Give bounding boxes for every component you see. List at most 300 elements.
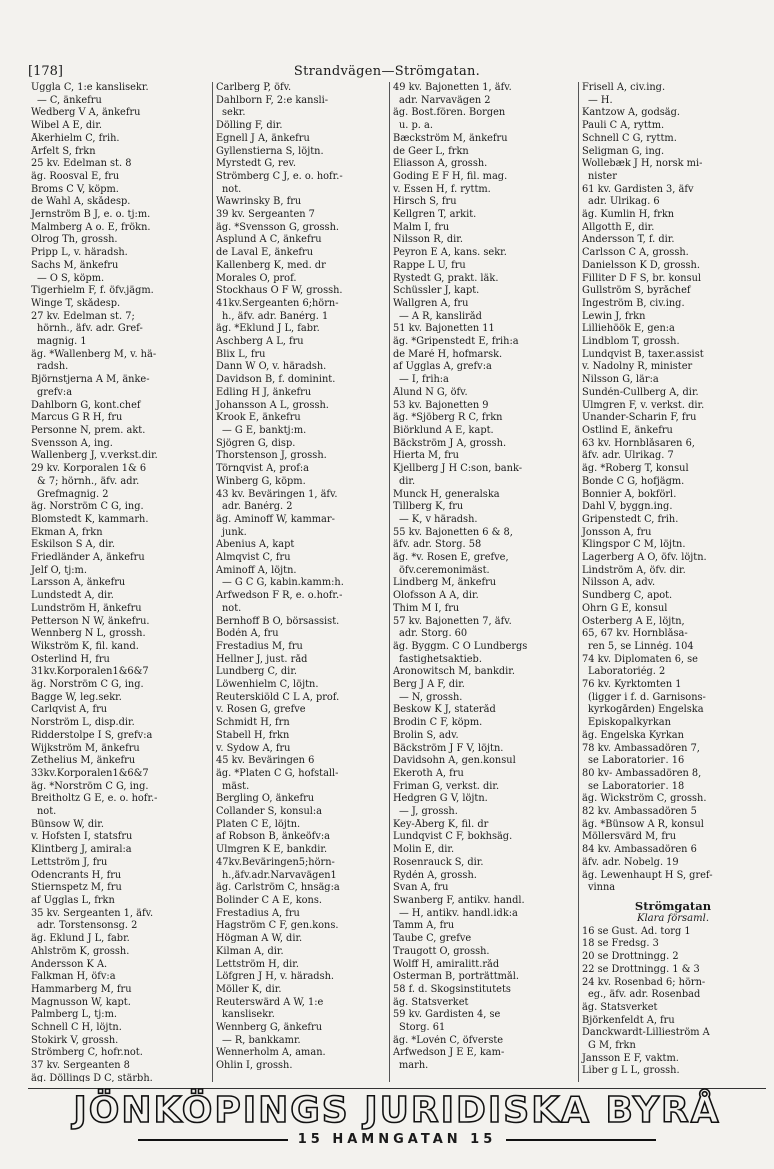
directory-entry: äg. Statsverket xyxy=(582,1001,658,1013)
directory-entry: äg. *Eklund J L, fabr. xyxy=(216,323,320,335)
directory-entry: äg. Wickström C, grossh. xyxy=(582,793,707,805)
directory-entry: Peyron E A, kans. sekr. xyxy=(393,247,507,259)
directory-entry: Rosenrauck S, dir. xyxy=(393,856,484,868)
directory-entry: Wollebæk J H, norsk mi- xyxy=(582,158,703,170)
directory-entry: 33kv.Korporalen1&6&7 xyxy=(31,767,149,779)
directory-entry: Carlqvist A, fru xyxy=(31,704,108,716)
directory-entry: äg. Aminoff W, kammar- xyxy=(216,513,335,525)
directory-entry: 49 kv. Bajonetten 1, äfv. xyxy=(393,82,512,93)
directory-entry: kyrkogården) Engelska xyxy=(588,704,704,716)
directory-entry: Stabell H, frkn xyxy=(216,729,290,741)
directory-entry: Lundstedt A, dir. xyxy=(31,590,114,602)
directory-entry: Brolin S, adv. xyxy=(393,729,459,741)
directory-entry: Gyllenstierna S, löjtn. xyxy=(216,145,324,157)
directory-entry: Taube C, grefve xyxy=(393,933,472,945)
directory-entry: Rappe L U, fru xyxy=(393,259,466,271)
directory-entry: Ridderstolpe I S, grefv:a xyxy=(31,729,153,741)
directory-entry: Sundén-Cullberg A, dir. xyxy=(582,386,699,398)
directory-entry: Molin E, dir. xyxy=(393,844,455,856)
directory-entry: de Geer L, frkn xyxy=(393,145,469,157)
directory-entry: Möllersvärd M, fru xyxy=(582,831,677,843)
directory-entry: Lilliehöök E, gen:a xyxy=(582,323,675,335)
directory-entry: vinna xyxy=(588,882,616,894)
column-3 xyxy=(389,82,578,1082)
directory-entry: Bodén A, fru xyxy=(216,628,279,640)
directory-entry: äg. Bost.fören. Borgen xyxy=(393,107,506,119)
directory-entry: nister xyxy=(588,170,617,182)
directory-entry: 35 kv. Sergeanten 1, äfv. xyxy=(31,907,154,919)
directory-entry: 59 kv. Gardisten 4, se xyxy=(393,1009,501,1021)
divider xyxy=(28,1088,766,1089)
directory-entry: Tillberg K, fru xyxy=(393,501,464,513)
directory-entry: Brodin C F, köpm. xyxy=(393,717,483,729)
directory-entry: Danckwardt-Lillieström A xyxy=(582,1027,710,1039)
directory-entry: Östlind E, änkefru xyxy=(582,424,673,436)
directory-entry: Hammarberg M, fru xyxy=(31,983,132,995)
directory-entry: Schnell C H, löjtn. xyxy=(31,1022,122,1034)
directory-entry: Larsson A, änkefru xyxy=(31,577,126,589)
directory-entry: Ekman A, frkn xyxy=(31,526,103,538)
directory-entry: Jernström B J, e. o. tj:m. xyxy=(31,209,151,221)
directory-entry: radsh. xyxy=(37,361,69,373)
directory-entry: Unander-Scharin F, fru xyxy=(582,412,697,424)
advertisement-address-row xyxy=(28,1132,766,1148)
directory-entry: Bäckström J A, grossh. xyxy=(393,437,507,449)
directory-entry: sekr. xyxy=(222,107,246,119)
directory-entry: Kallenberg K, med. dr xyxy=(216,259,326,271)
directory-entry: 37 kv. Sergeanten 8 xyxy=(31,1060,130,1072)
directory-entry: de Maré H, hofmarsk. xyxy=(393,348,503,360)
directory-entry: Wawrinsky B, fru xyxy=(216,196,302,208)
directory-entry: Wennerholm A, aman. xyxy=(216,1047,326,1059)
directory-entry: Möller K, dir. xyxy=(216,983,282,995)
directory-entry: Klintberg J, amiral:a xyxy=(31,844,132,856)
directory-entry: Jansson E F, vaktm. xyxy=(582,1052,679,1064)
directory-entry: Rydén A, grossh. xyxy=(393,869,477,881)
directory-entry: v. Nadolny R, minister xyxy=(582,361,693,373)
directory-entry: Lundström H, änkefru xyxy=(31,602,142,614)
directory-entry: Davidson B, f. dominint. xyxy=(216,374,336,386)
directory-entry: Frestadius M, fru xyxy=(216,640,303,652)
directory-entry: Svan A, fru xyxy=(393,882,449,894)
directory-entry: Frestadius A, fru xyxy=(216,907,300,919)
column-2 xyxy=(212,82,389,1082)
directory-entry: Goding E F H, fil. mag. xyxy=(393,170,508,182)
directory-entry: Berg J A F, dir. xyxy=(393,679,465,691)
directory-entry: — I, frih:a xyxy=(399,374,449,386)
directory-entry: Reuterswärd A W, 1:e xyxy=(216,996,324,1008)
directory-entry: Ålund N G, öfv. xyxy=(393,386,468,398)
directory-entry: Hellner J, just. råd xyxy=(216,653,308,665)
directory-entry: Bagge W, leg.sekr. xyxy=(31,691,122,703)
directory-entry: 47kv.Beväringen5;hörn- xyxy=(216,856,335,868)
directory-entry: Wibel A E, dir. xyxy=(31,120,103,132)
directory-entry: 29 kv. Korporalen 1& 6 xyxy=(31,463,147,475)
directory-entry: adr. Torstensonsg. 2 xyxy=(37,920,138,932)
directory-entry: af Robson B, änkeöfv:a xyxy=(216,831,330,843)
directory-entry: Österman B, porträttmål. xyxy=(393,971,520,983)
directory-entry: Stokirk V, grossh. xyxy=(31,1034,119,1046)
directory-entry: Bæckström M, änkefru xyxy=(393,132,508,144)
directory-entry: 53 kv. Bajonetten 9 xyxy=(393,399,489,411)
directory-entry: de Wahl A, skådesp. xyxy=(31,196,131,208)
directory-entry: Gripenstedt C, frih. xyxy=(582,513,679,525)
directory-entry: v. Hofsten I, statsfru xyxy=(31,831,133,843)
directory-entry: Wennberg G, änkefru xyxy=(216,1022,323,1034)
directory-entry: Malmberg A o. E, frökn. xyxy=(31,221,151,233)
directory-entry: äg. Byggm. C O Lundbergs xyxy=(393,640,528,652)
directory-entry: Carlberg P, öfv. xyxy=(216,82,292,93)
directory-entry: Thim M I, fru xyxy=(393,602,460,614)
directory-entry: ren 5, se Linnég. 104 xyxy=(588,640,694,652)
directory-entry: Arfwedson F R, e. o.hofr.- xyxy=(216,590,343,602)
directory-entry: Ahlström K, grossh. xyxy=(31,945,130,957)
directory-entry: Lundqvist B, taxer.assist xyxy=(582,348,704,360)
directory-entry: äg. Döllings D C, stärbh. xyxy=(31,1072,153,1082)
advertisement-address: 15 HAMNGATAN 15 xyxy=(297,1132,497,1147)
directory-entry: Ingeström B, civ.ing. xyxy=(582,297,685,309)
directory-entry: äg. Lewenhaupt H S, gref- xyxy=(582,869,713,881)
directory-entry: äg. *Lovén C, öfverste xyxy=(393,1034,504,1046)
directory-entry: Laboratoriég. 2 xyxy=(588,666,666,678)
directory-entry: Lewin J, frkn xyxy=(582,310,646,322)
directory-entry: Lindström A, öfv. dir. xyxy=(582,564,686,576)
directory-entry: Eskilson S A, dir. xyxy=(31,539,115,551)
directory-entry: Aronowitsch M, bankdir. xyxy=(393,666,516,678)
directory-entry: Strömberg C, hofr.not. xyxy=(31,1047,143,1059)
directory-entry: Tamm A, fru xyxy=(393,920,455,932)
directory-entry: Olofsson A A, dir. xyxy=(393,590,479,602)
directory-entry: — G E, banktj:m. xyxy=(222,424,307,436)
directory-entry: Bergling O, änkefru xyxy=(216,793,315,805)
directory-entry: Storg. 61 xyxy=(399,1022,446,1034)
directory-entry: Österlind H, fru xyxy=(31,653,110,665)
directory-entry: Danielsson K D, grossh. xyxy=(582,259,700,271)
directory-entry: Öhrn G E, konsul xyxy=(582,602,668,614)
directory-entry: 63 kv. Hornblåsaren 6, xyxy=(582,437,695,449)
directory-entry: Dahl V, byggn.ing. xyxy=(582,501,673,513)
directory-entry: äg. *Svensson G, grossh. xyxy=(216,221,340,233)
directory-entry: Bernhoff B O, börsassist. xyxy=(216,615,340,627)
directory-entry: Thorstenson J, grossh. xyxy=(216,450,327,462)
directory-entry: Johansson A L, grossh. xyxy=(216,399,329,411)
directory-entry: Stiernspetz M, fru xyxy=(31,882,122,894)
directory-entry: Wallgren A, fru xyxy=(393,297,469,309)
directory-entry: Norström L, disp.dir. xyxy=(31,717,135,729)
directory-entry: Bonde C G, hofjägm. xyxy=(582,475,685,487)
directory-entry: se Laboratoriег. 18 xyxy=(588,780,685,792)
directory-entry: Bünsow W, dir. xyxy=(31,818,104,830)
directory-entry: Breitholtz G E, e. o. hofr.- xyxy=(31,793,158,805)
advertisement-name: JÖNKÖPINGS JURIDISKA BYRÅ xyxy=(73,1090,721,1131)
directory-entry: Traugott O, grossh. xyxy=(393,945,490,957)
directory-entry: Blix L, fru xyxy=(216,348,266,360)
directory-entry: Lagerberg A O, öfv. löjtn. xyxy=(582,552,707,564)
directory-entry: Kjellberg J H C:son, bank- xyxy=(393,463,523,475)
directory-entry: Bäckström J F V, löjtn. xyxy=(393,742,504,754)
directory-entry: 51 kv. Bajonetten 11 xyxy=(393,323,495,335)
directory-entry: Rystedt G, prakt. läk. xyxy=(393,272,499,284)
directory-entry: Petterson N W, änkefru. xyxy=(31,615,150,627)
directory-entry: äg. Engelska Kyrkan xyxy=(582,729,684,741)
directory-entry: Almqvist C, fru xyxy=(216,552,291,564)
directory-entry: Olrog Th, grossh. xyxy=(31,234,118,246)
directory-entry: äg. *Gripenstedt E, frih:a xyxy=(393,336,519,348)
directory-entry: öfv.ceremonimäst. xyxy=(399,564,490,576)
directory-entry: — O S, köpm. xyxy=(37,272,105,284)
directory-entry: Törnqvist A, prof:a xyxy=(216,463,309,475)
directory-entry: Personne N, prem. akt. xyxy=(31,424,146,436)
directory-entry: Grefmagnig. 2 xyxy=(37,488,109,500)
directory-entry: Hirsch S, fru xyxy=(393,196,457,208)
directory-entry: äg. *Sjöberg R C, frkn xyxy=(393,412,503,424)
directory-entry: Sjögren G, disp. xyxy=(216,437,296,449)
directory-entry: — R, bankkamr. xyxy=(222,1034,301,1046)
directory-entry: Frisell A, civ.ing. xyxy=(582,82,666,93)
directory-entry: adr. Ulrikag. 6 xyxy=(588,196,660,208)
directory-entry: Tigerhielm F, f. öfv.jägm. xyxy=(31,285,154,297)
directory-entry: Winge T, skådesp. xyxy=(31,297,121,309)
directory-entry: Jonsson A, fru xyxy=(582,526,652,538)
directory-entry: marh. xyxy=(399,1060,429,1072)
directory-entry: Arfwedson J E E, kam- xyxy=(393,1047,505,1059)
directory-entry: Pauli C A, ryttm. xyxy=(582,120,665,132)
directory-entry: Ekeroth A, fru xyxy=(393,767,464,779)
directory-entry: Episkopalkyrkan xyxy=(588,717,671,729)
directory-entry: af Ugglas L, frkn xyxy=(31,895,115,906)
directory-entry: — H, antikv. handl.idk:a xyxy=(399,907,518,919)
directory-entry: u. p. a. xyxy=(399,120,433,132)
directory-entry: Dahlborn F, 2:e kansli- xyxy=(216,94,329,106)
directory-entry: 65, 67 kv. Hornblåsa- xyxy=(582,628,688,640)
directory-entry: de Laval E, änkefru xyxy=(216,247,314,259)
directory-entry: 84 kv. Ambassadören 6 xyxy=(582,844,697,856)
directory-entry: Aminoff A, löjtn. xyxy=(216,564,297,576)
directory-entry: Wijkström M, änkefru xyxy=(31,742,140,754)
directory-entry: Jelf O, tj:m. xyxy=(31,564,87,576)
directory-entry: eg., äfv. adr. Rosenbad xyxy=(588,989,701,1001)
directory-columns xyxy=(28,82,766,1082)
directory-entry: Davidsohn A, gen.konsul xyxy=(393,755,516,767)
directory-entry: 43 kv. Beväringen 1, äfv. xyxy=(216,488,338,500)
directory-entry: Stockhaus O F W, grossh. xyxy=(216,285,343,297)
directory-entry: äg. Kumlin H, frkn xyxy=(582,209,675,221)
directory-entry: 78 kv. Ambassadören 7, xyxy=(582,742,700,754)
directory-entry: äg. *Roberg T, konsul xyxy=(582,463,689,475)
directory-entry: Odencrants H, fru xyxy=(31,869,122,881)
directory-entry: 41kv.Sergeanten 6;hörn- xyxy=(216,297,339,309)
directory-entry: 82 kv. Ambassadören 5 xyxy=(582,806,697,818)
directory-entry: Öhlin I, grossh. xyxy=(216,1060,293,1072)
directory-entry: Björnstjerna A M, änke- xyxy=(31,374,150,386)
decorative-rule-right xyxy=(506,1139,656,1141)
directory-entry: Malm I, fru xyxy=(393,221,450,233)
directory-entry: Österberg A E, löjtn, xyxy=(582,615,685,627)
section-title: Strömgatan xyxy=(634,899,712,913)
directory-entry: Morales O, prof. xyxy=(216,272,297,284)
directory-entry: Wennberg N L, grossh. xyxy=(31,628,146,640)
directory-entry: junk. xyxy=(222,526,247,538)
directory-entry: Wikström K, fil. kand. xyxy=(31,640,139,652)
directory-entry: af Ugglas A, grefv:a xyxy=(393,361,492,373)
directory-entry: — J, grossh. xyxy=(399,806,458,818)
directory-entry: 45 kv. Beväringen 6 xyxy=(216,755,315,767)
directory-entry: 18 se Fredsg. 3 xyxy=(582,938,659,950)
directory-entry: hörnh., äfv. adr. Gref- xyxy=(37,323,143,335)
directory-entry: äg. Statsverket xyxy=(393,996,469,1008)
directory-entry: — N, grossh. xyxy=(399,691,463,703)
directory-entry: (ligger i f. d. Garnisons- xyxy=(588,691,706,703)
section-subtitle: Klara församl. xyxy=(636,913,709,924)
directory-entry: äg. *Wallenberg M, v. hä- xyxy=(31,348,157,360)
directory-entry: Collander S, konsul:a xyxy=(216,806,323,818)
directory-entry: Beskow K J, stateråd xyxy=(393,704,496,716)
directory-entry: Nilsson R, dir. xyxy=(393,234,463,246)
directory-entry: Aschberg A L, fru xyxy=(216,336,304,348)
directory-entry: 74 kv. Diplomaten 6, se xyxy=(582,653,698,665)
directory-entry: se Laboratoriег. 16 xyxy=(588,755,685,767)
directory-entry: 16 se Gust. Ad. torg 1 xyxy=(582,925,691,937)
directory-entry: & 7; hörnh., äfv. adr. xyxy=(37,475,140,487)
directory-entry: Björkenfeldt A, fru xyxy=(582,1014,675,1026)
advertisement-banner xyxy=(28,1090,766,1150)
directory-entry: h., äfv. adr. Banérg. 1 xyxy=(222,310,329,322)
directory-entry: v. Rosen G, grefve xyxy=(216,704,306,716)
directory-entry: Lindblom T, grossh. xyxy=(582,336,680,348)
directory-entry: Palmberg L, tj:m. xyxy=(31,1009,117,1021)
directory-entry: Gullström S, byråchef xyxy=(582,285,691,297)
directory-entry: v. Essen H, f. ryttm. xyxy=(393,183,491,195)
directory-entry: Eliasson A, grossh. xyxy=(393,158,488,170)
directory-entry: Wedberg V A, änkefru xyxy=(31,107,141,119)
directory-entry: Reuterskiöld C L A, prof. xyxy=(216,691,340,703)
directory-entry: Strömberg C J, e. o. hofr.- xyxy=(216,170,343,182)
directory-entry: Uggla C, 1:e kanslisekr. xyxy=(31,82,149,93)
directory-entry: Ulmgren K E, bankdir. xyxy=(216,844,328,856)
directory-entry: Dann W O, v. häradsh. xyxy=(216,361,327,373)
directory-entry: Lindberg M, änkefru xyxy=(393,577,497,589)
directory-entry: Wolff H, amiralitt.råd xyxy=(393,958,500,970)
directory-entry: — C, änkefru xyxy=(37,94,102,106)
directory-entry: Winberg G, köpm. xyxy=(216,475,306,487)
directory-entry: Marcus G R H, fru xyxy=(31,412,123,424)
directory-entry: — H. xyxy=(588,94,613,106)
directory-entry: G M, frkn xyxy=(588,1040,636,1052)
directory-entry: Magnusson W, kapt. xyxy=(31,996,131,1008)
directory-entry: Filliter D F S, br. konsul xyxy=(582,272,702,284)
directory-entry: Zethelius M, änkefru xyxy=(31,755,136,767)
directory-entry: Klingspor C M, löjtn. xyxy=(582,539,686,551)
directory-entry: Svensson A, ing. xyxy=(31,437,113,449)
directory-entry: Liber g L L, grossh. xyxy=(582,1065,680,1077)
directory-entry: Pripp L, v. häradsh. xyxy=(31,247,128,259)
directory-entry: — K, v häradsh. xyxy=(399,513,478,525)
directory-entry: äg. Eklund J L, fabr. xyxy=(31,933,130,945)
directory-entry: äfv. adr. Ulrikag. 7 xyxy=(582,450,674,462)
directory-entry: Schmidt H, frn xyxy=(216,717,290,729)
directory-entry: Schnell C G, ryttm. xyxy=(582,132,677,144)
directory-entry: Munck H, generalska xyxy=(393,488,500,500)
directory-entry: 76 kv. Kyrktomten 1 xyxy=(582,679,682,691)
directory-entry: adr. Banérg. 2 xyxy=(222,501,293,513)
directory-entry: Lettström J, fru xyxy=(31,856,108,868)
directory-entry: Myrstedt G, rev. xyxy=(216,158,297,170)
directory-entry: kanslisekr. xyxy=(222,1009,275,1021)
decorative-rule-left xyxy=(138,1139,288,1141)
directory-entry: Dölling F, dir. xyxy=(216,120,283,132)
directory-entry: äg. *v. Rosen E, grefve, xyxy=(393,552,509,564)
directory-entry: 25 kv. Edelman st. 8 xyxy=(31,158,132,170)
directory-entry: Schüssler J, kapt. xyxy=(393,285,480,297)
directory-entry: Kantzow A, godsäg. xyxy=(582,107,680,119)
directory-entry: not. xyxy=(37,806,57,818)
directory-entry: Sundberg C, apot. xyxy=(582,590,673,602)
directory-entry: Blomstedt K, kammarh. xyxy=(31,513,149,525)
directory-entry: Andersson K A. xyxy=(31,958,108,970)
directory-entry: not. xyxy=(222,602,242,614)
directory-entry: Swanberg F, antikv. handl. xyxy=(393,895,525,906)
directory-entry: Hedgren G V, löjtn. xyxy=(393,793,488,805)
directory-entry: äg. Norström C G, ing. xyxy=(31,501,144,513)
directory-entry: äg. *Norström C G, ing. xyxy=(31,780,149,792)
directory-entry: Dahlborn G, kont.chef xyxy=(31,399,141,411)
directory-entry: Lundberg C, dir. xyxy=(216,666,298,678)
directory-entry: mäst. xyxy=(222,780,250,792)
page-number: [178] xyxy=(28,64,63,79)
directory-entry: 27 kv. Edelman st. 7; xyxy=(31,310,135,322)
directory-entry: Kilman A, dir. xyxy=(216,945,284,957)
directory-entry: Friedländer A, änkefru xyxy=(31,552,145,564)
directory-entry: — A R, kansliråd xyxy=(399,310,482,322)
directory-entry: Bonnier Å, bokförl. xyxy=(582,488,677,500)
directory-entry: 22 se Drottningg. 1 & 3 xyxy=(582,963,700,975)
directory-entry: Löfgren J H, v. häradsh. xyxy=(216,971,335,983)
directory-entry: Hierta M, fru xyxy=(393,450,459,462)
directory-entry: äg. Norström C G, ing. xyxy=(31,679,144,691)
directory-entry: Platen C E, löjtn. xyxy=(216,818,301,830)
directory-entry: äg. Carlström C, hnsäg:a xyxy=(216,882,340,894)
directory-entry: Lundqvist C F, bokhsäg. xyxy=(393,831,513,843)
directory-entry: Friman G, verkst. dir. xyxy=(393,780,500,792)
directory-entry: äfv. adr. Nobelg. 19 xyxy=(582,856,679,868)
directory-entry: 58 f. d. Skogsinstitutets xyxy=(393,983,511,995)
directory-entry: Wallenberg J, v.verkst.dir. xyxy=(31,450,158,462)
directory-entry: Sachs M, änkefru xyxy=(31,259,119,271)
directory-entry: 20 se Drottningg. 2 xyxy=(582,951,679,963)
directory-entry: Nilsson A, adv. xyxy=(582,577,656,589)
directory-entry: Löwenhielm C, löjtn. xyxy=(216,679,319,691)
directory-entry: 57 kv. Bajonetten 7, äfv. xyxy=(393,615,512,627)
directory-entry: Broms C V, köpm. xyxy=(31,183,119,195)
directory-entry: Falkman H, öfv:a xyxy=(31,971,116,983)
directory-entry: Key-Åberg K, fil. dr xyxy=(393,818,489,830)
directory-entry: 39 kv. Sergeanten 7 xyxy=(216,209,315,221)
directory-entry: Årfelt S, frkn xyxy=(31,145,96,157)
directory-entry: Egnell J A, änkefru xyxy=(216,132,310,144)
directory-entry: Nilsson G, lär:a xyxy=(582,374,659,386)
directory-entry: Biörklund A E, kapt. xyxy=(393,424,494,436)
directory-entry: grefv:a xyxy=(37,386,73,398)
directory-entry: 24 kv. Rosenbad 6; hörn- xyxy=(582,976,706,988)
directory-entry: Asplund A C, änkefru xyxy=(216,234,322,246)
running-title: Strandvägen—Strömgatan. xyxy=(293,64,481,79)
directory-entry: Ulmgren F, v. verkst. dir. xyxy=(582,399,705,411)
directory-entry: äfv. adr. Storg. 58 xyxy=(393,539,482,551)
directory-entry: Lettström H, dir. xyxy=(216,958,300,970)
directory-entry: — G C G, kabin.kamm:h. xyxy=(222,577,344,589)
directory-entry: äg. *Platen C G, hofstall- xyxy=(216,767,339,779)
column-1 xyxy=(28,82,211,1082)
